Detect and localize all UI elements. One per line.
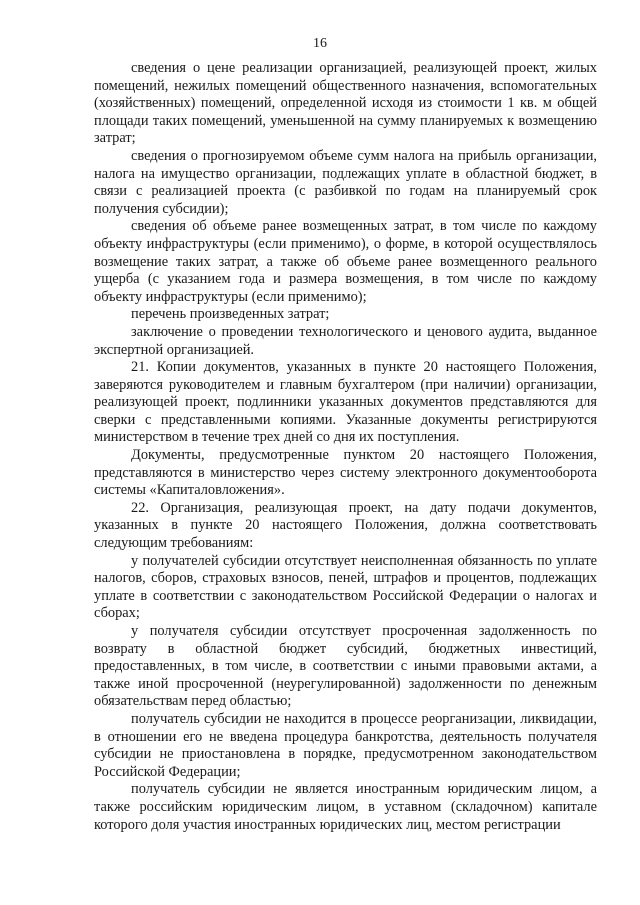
paragraph-requirement-taxes: у получателей субсидии отсутствует неисполненная обязанность по уплате налогов, сборов, страховых взносов, пеней, штрафов и процентов, подлежащих уплате в соответствии с законодательством Российской Федерации о налогах и сборах; <box>94 552 597 622</box>
paragraph-clause-21: 21. Копии документов, указанных в пункте 20 настоящего Положения, заверяются руководителем и главным бухгалтером (при наличии) организации, реализующей проект, подлинники указанных документов представляются для сверки с представленными копиями. Указанные документы регистрируются министерством в течение трех дней со дня их поступления. <box>94 359 597 446</box>
paragraph-requirement-debts: у получателя субсидии отсутствует просроченная задолженность по возврату в областной бюджет субсидий, бюджетных инвестиций, предоставленных, в том числе, в соответствии с иными правовыми актами, а также иной просроченной (неурегулированной) задолженности по денежным обязательствам перед областью; <box>94 623 597 710</box>
paragraph-price-info: сведения о цене реализации организацией, реализующей проект, жилых помещений, нежилых помещений общественного назначения, вспомогательных (хозяйственных) помещений, определенной исходя из стоимости 1 кв. м общей площади таких помещений, уменьшенной на сумму планируемых к возмещению затрат; <box>94 60 597 147</box>
page-number: 16 <box>313 36 327 51</box>
paragraph-tax-forecast: сведения о прогнозируемом объеме сумм налога на прибыль организации, налога на имущество организации, подлежащих уплате в областной бюджет, в связи с реализацией проекта (с разбивкой по годам на планируемый срок получения субсидии); <box>94 147 597 217</box>
paragraph-reimbursed-costs: сведения об объеме ранее возмещенных затрат, в том числе по каждому объекту инфраструктуры (если применимо), о форме, в которой осуществлялось возмещение таких затрат, а также об объеме ранее возмещенного реального ущерба (с указанием года и размера возмещения, в том числе по каждому объекту инфраструктуры (если применимо); <box>94 218 597 305</box>
paragraph-audit-conclusion: заключение о проведении технологического и ценового аудита, выданное экспертной организацией. <box>94 323 597 358</box>
paragraph-clause-22: 22. Организация, реализующая проект, на дату подачи документов, указанных в пункте 20 настоящего Положения, должна соответствовать следующим требованиям: <box>94 499 597 552</box>
paragraph-costs-list: перечень произведенных затрат; <box>131 306 330 323</box>
paragraph-requirement-reorganization: получатель субсидии не находится в процессе реорганизации, ликвидации, в отношении его не введена процедура банкротства, деятельность получателя субсидии не приостановлена в порядке, предусмотренном законодательством Российской Федерации; <box>94 710 597 780</box>
paragraph-electronic-submission: Документы, предусмотренные пунктом 20 настоящего Положения, представляются в министерство через систему электронного документооборота системы «Капиталовложения». <box>94 447 597 499</box>
document-body <box>94 60 597 834</box>
paragraph-requirement-foreign-entity: получатель субсидии не является иностранным юридическим лицом, а также российским юридическим лицом, в уставном (складочном) капитале которого доля участия иностранных юридических лиц, местом регистрации <box>94 781 597 833</box>
